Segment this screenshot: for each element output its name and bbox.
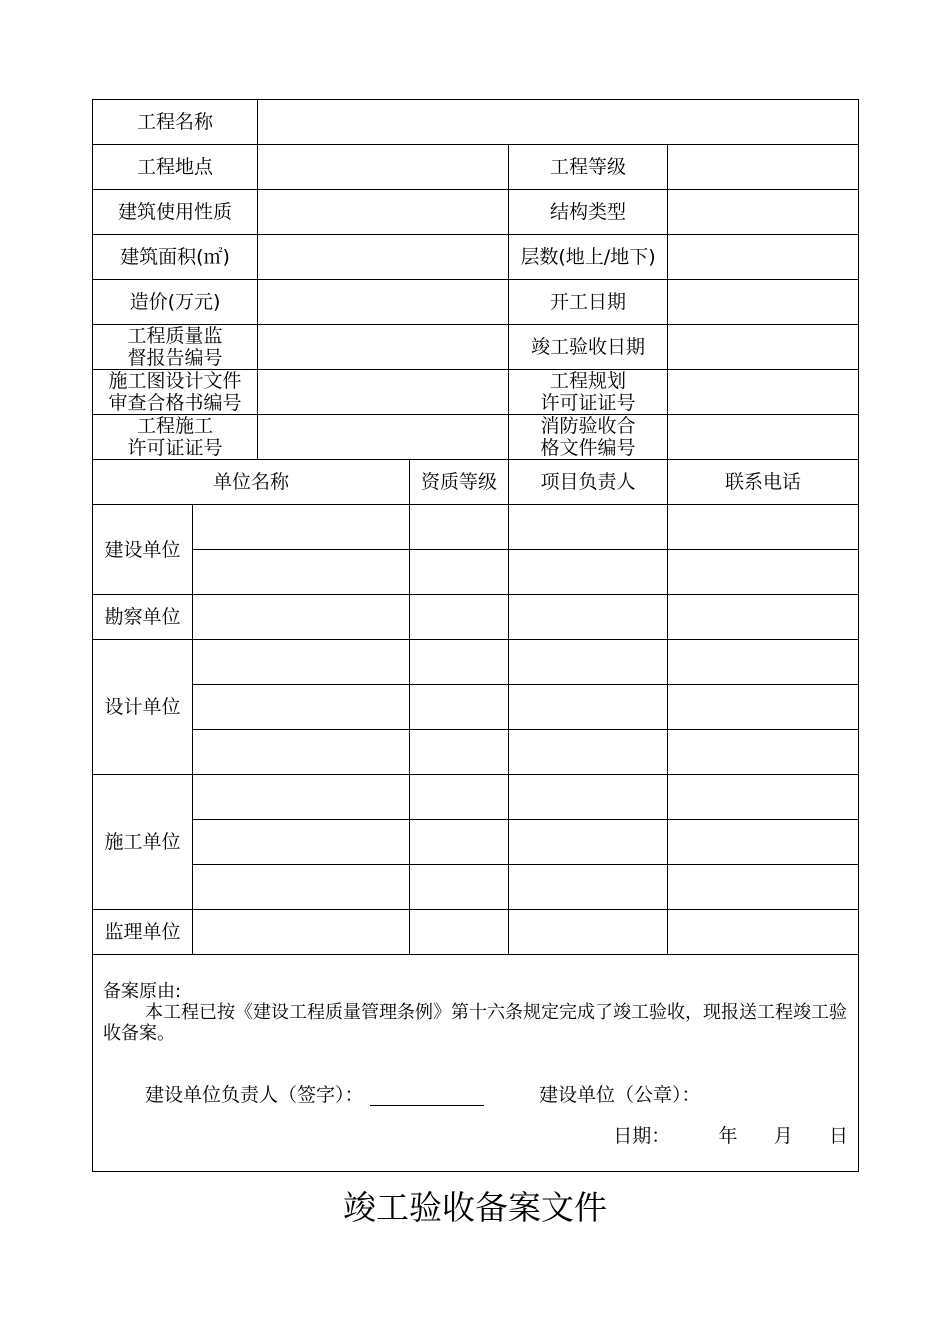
design-phone-cell[interactable] [668, 640, 859, 685]
builder-qualification-cell[interactable] [410, 550, 509, 595]
contractor-phone-cell[interactable] [668, 820, 859, 865]
sign-date: 日期： 年 月 日 [613, 1125, 849, 1147]
building-usage-label: 建筑使用性质 [93, 190, 258, 235]
survey-unit-label: 勘察单位 [93, 595, 193, 640]
fire-acceptance-label-line-1: 消防验收合 [540, 415, 636, 437]
planning-permit-value[interactable] [668, 370, 859, 415]
builder-qualification-cell[interactable] [410, 505, 509, 550]
cost-label: 造价(万元) [93, 280, 258, 325]
supervision-report-label-line-1: 工程质量监 [127, 325, 223, 347]
filing-form-table [92, 99, 859, 1172]
drawing-review-label-line-2: 审查合格书编号 [108, 392, 242, 414]
design-name-cell[interactable] [193, 640, 410, 685]
contractor-lead-cell[interactable] [509, 775, 668, 820]
builder-name-cell[interactable] [193, 505, 410, 550]
document-title: 竣工验收备案文件 [343, 1188, 607, 1227]
survey-qualification-cell[interactable] [410, 595, 509, 640]
contractor-unit-label: 施工单位 [93, 775, 193, 910]
design-name-cell[interactable] [193, 685, 410, 730]
survey-name-cell[interactable] [193, 595, 410, 640]
contractor-qualification-cell[interactable] [410, 775, 509, 820]
supervisor-phone-cell[interactable] [668, 910, 859, 955]
fire-acceptance-label-line-2: 格文件编号 [540, 437, 636, 459]
building-usage-value[interactable] [258, 190, 509, 235]
supervision-report-label [93, 325, 258, 370]
start-date-label: 开工日期 [509, 280, 668, 325]
person-signature [145, 1084, 484, 1106]
builder-phone-cell[interactable] [668, 550, 859, 595]
unit-seal-label: 建设单位（公章）： [539, 1084, 701, 1106]
design-qualification-cell[interactable] [410, 685, 509, 730]
contractor-phone-cell[interactable] [668, 865, 859, 910]
supervisor-lead-cell[interactable] [509, 910, 668, 955]
design-name-cell[interactable] [193, 730, 410, 775]
building-area-label: 建筑面积(㎡) [93, 235, 258, 280]
builder-lead-cell[interactable] [509, 550, 668, 595]
contractor-name-cell[interactable] [193, 820, 410, 865]
project-name-label: 工程名称 [93, 100, 258, 145]
construction-permit-label [93, 415, 258, 460]
signature-line[interactable] [370, 1085, 484, 1106]
planning-permit-label-line-2: 许可证证号 [540, 392, 636, 414]
supervisor-unit-label: 监理单位 [93, 910, 193, 955]
floors-value[interactable] [668, 235, 859, 280]
structure-type-value[interactable] [668, 190, 859, 235]
builder-name-cell[interactable] [193, 550, 410, 595]
header-qualification: 资质等级 [410, 460, 509, 505]
design-lead-cell[interactable] [509, 640, 668, 685]
project-location-label: 工程地点 [93, 145, 258, 190]
survey-phone-cell[interactable] [668, 595, 859, 640]
floors-label: 层数(地上/地下) [509, 235, 668, 280]
construction-permit-value[interactable] [258, 415, 509, 460]
supervision-report-value[interactable] [258, 325, 509, 370]
contractor-lead-cell[interactable] [509, 820, 668, 865]
drawing-review-label [93, 370, 258, 415]
project-name-value[interactable] [258, 100, 859, 145]
builder-lead-cell[interactable] [509, 505, 668, 550]
design-qualification-cell[interactable] [410, 730, 509, 775]
supervisor-qualification-cell[interactable] [410, 910, 509, 955]
drawing-review-value[interactable] [258, 370, 509, 415]
builder-phone-cell[interactable] [668, 505, 859, 550]
contractor-name-cell[interactable] [193, 865, 410, 910]
survey-lead-cell[interactable] [509, 595, 668, 640]
header-project-lead: 项目负责人 [509, 460, 668, 505]
planning-permit-label-line-1: 工程规划 [550, 370, 627, 392]
contractor-phone-cell[interactable] [668, 775, 859, 820]
project-grade-value[interactable] [668, 145, 859, 190]
start-date-value[interactable] [668, 280, 859, 325]
header-phone: 联系电话 [668, 460, 859, 505]
remarks-label: 备案原由: [103, 981, 182, 1002]
construction-permit-label-line-2: 许可证证号 [127, 437, 223, 459]
person-signature-label: 建设单位负责人（签字）： [145, 1084, 364, 1106]
design-lead-cell[interactable] [509, 730, 668, 775]
design-phone-cell[interactable] [668, 685, 859, 730]
fire-acceptance-value[interactable] [668, 415, 859, 460]
structure-type-label: 结构类型 [509, 190, 668, 235]
header-unit-name: 单位名称 [93, 460, 410, 505]
remarks-body: 本工程已按《建设工程质量管理条例》第十六条规定完成了竣工验收，现报送工程竣工验收备案。 [103, 1002, 847, 1044]
project-location-value[interactable] [258, 145, 509, 190]
contractor-qualification-cell[interactable] [410, 820, 509, 865]
building-area-value[interactable] [258, 235, 509, 280]
construction-permit-label-line-1: 工程施工 [137, 415, 214, 437]
design-lead-cell[interactable] [509, 685, 668, 730]
contractor-qualification-cell[interactable] [410, 865, 509, 910]
contractor-name-cell[interactable] [193, 775, 410, 820]
supervisor-name-cell[interactable] [193, 910, 410, 955]
project-grade-label: 工程等级 [509, 145, 668, 190]
filing-remarks-cell [93, 955, 859, 1172]
completion-date-value[interactable] [668, 325, 859, 370]
contractor-lead-cell[interactable] [509, 865, 668, 910]
cost-value[interactable] [258, 280, 509, 325]
drawing-review-label-line-1: 施工图设计文件 [108, 370, 242, 392]
supervision-report-label-line-2: 督报告编号 [127, 347, 223, 369]
fire-acceptance-label [509, 415, 668, 460]
builder-unit-label: 建设单位 [93, 505, 193, 595]
planning-permit-label [509, 370, 668, 415]
design-phone-cell[interactable] [668, 730, 859, 775]
design-qualification-cell[interactable] [410, 640, 509, 685]
completion-date-label: 竣工验收日期 [509, 325, 668, 370]
design-unit-label: 设计单位 [93, 640, 193, 775]
